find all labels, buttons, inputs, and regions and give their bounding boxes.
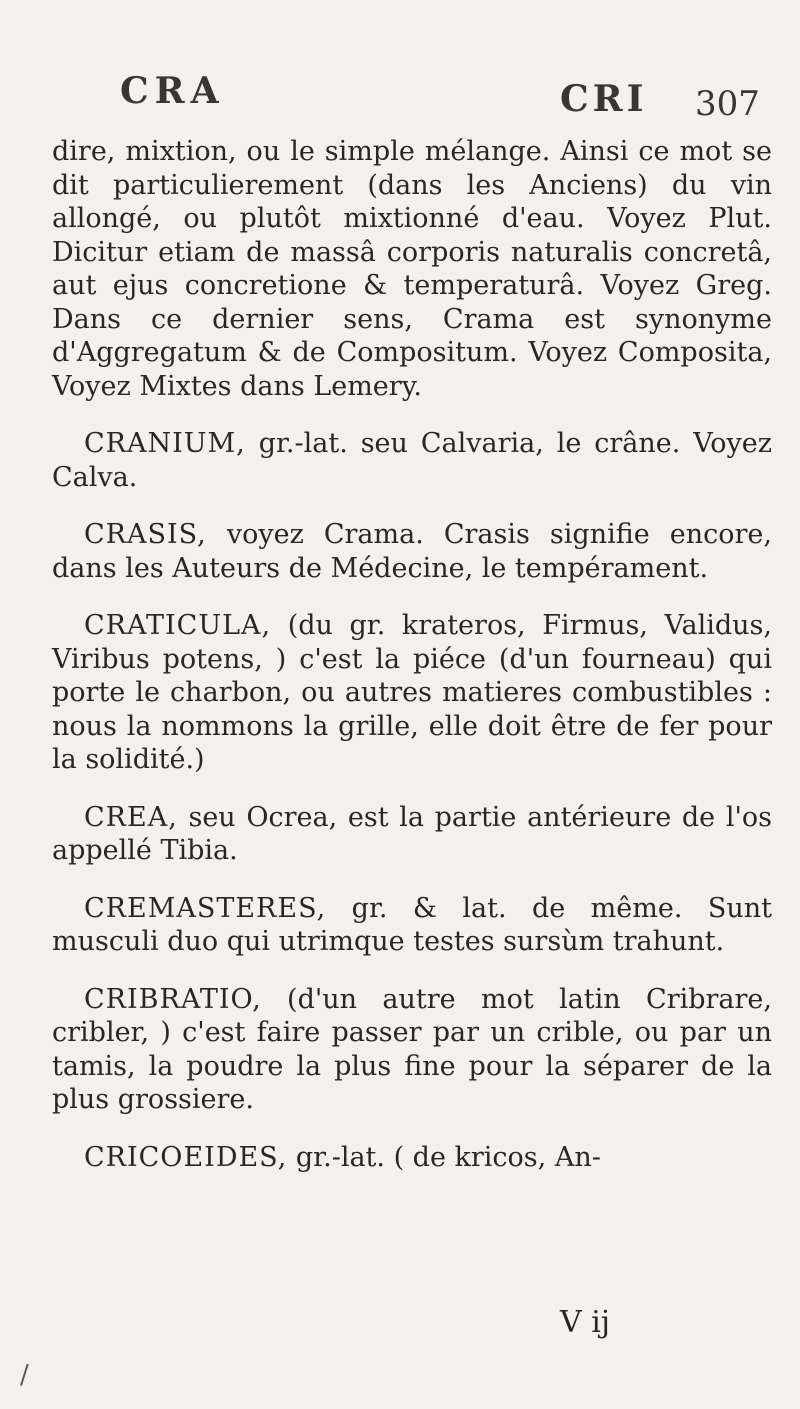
- entry-body: (d'un autre mot latin Cribrare, cribler, ) c'est faire passer par un crible, ou par un tamis, la poudre la plus fine pour la séparer de la plus grossiere.: [52, 983, 772, 1115]
- entry-paragraph: [52, 135, 772, 403]
- entry-body: gr.-lat. ( de kricos, An-: [295, 1141, 601, 1173]
- entry-body: voyez Crama. Crasis signifie encore, dans les Auteurs de Médecine, le tempérament.: [52, 519, 772, 584]
- entry-headword: CRATICULA,: [84, 610, 272, 641]
- entry-headword: CRASIS,: [84, 519, 207, 550]
- entry-paragraph: [52, 801, 772, 868]
- entry-headword: CRANIUM,: [84, 428, 246, 459]
- page-number: 307: [695, 84, 760, 124]
- entry-paragraph: [52, 518, 772, 585]
- dictionary-text: [52, 135, 772, 1198]
- entry-paragraph: [52, 1141, 772, 1175]
- entry-paragraph: [52, 609, 772, 777]
- running-head-left: CRA: [120, 70, 225, 112]
- entry-headword: CRIBRATIO,: [84, 983, 262, 1015]
- entry-body: dire, mixtion, ou le simple mélange. Ainsi ce mot se dit particulierement (dans les Anciens) du vin allongé, ou plutôt mixtionné d'eau. Voyez Plut. Dicitur etiam de massâ corporis naturalis concretâ, aut ejus concretione & temperaturâ. Voyez Greg. Dans ce dernier sens, Crama est synonyme d'Aggregatum & de Compositum. Voyez Composita, Voyez Mixtes dans Lemery.: [52, 136, 772, 402]
- margin-mark: /: [20, 1360, 29, 1390]
- running-head: [0, 70, 800, 130]
- entry-headword: CREA,: [84, 801, 178, 833]
- running-head-right: CRI: [560, 78, 648, 120]
- entry-body: (du gr. krateros, Firmus, Validus, Viribus potens, ) c'est la piéce (d'un fourneau) qui porte le charbon, ou autres matieres combustibles : nous la nommons la grille, elle doit être de fer pour la solidité.): [52, 610, 772, 775]
- entry-paragraph: [52, 427, 772, 494]
- entry-body: seu Ocrea, est la partie antérieure de l'os appellé Tibia.: [52, 801, 772, 866]
- entry-paragraph: [52, 892, 772, 959]
- entry-headword: CRICOEIDES,: [84, 1141, 288, 1173]
- signature-mark: V ij: [560, 1305, 611, 1340]
- entry-headword: CREMASTERES,: [84, 892, 327, 924]
- entry-body: gr.-lat. seu Calvaria, le crâne. Voyez Calva.: [52, 428, 772, 493]
- entry-body: gr. & lat. de même. Sunt musculi duo qui utrimque testes sursùm trahunt.: [52, 892, 772, 957]
- entry-paragraph: [52, 983, 772, 1117]
